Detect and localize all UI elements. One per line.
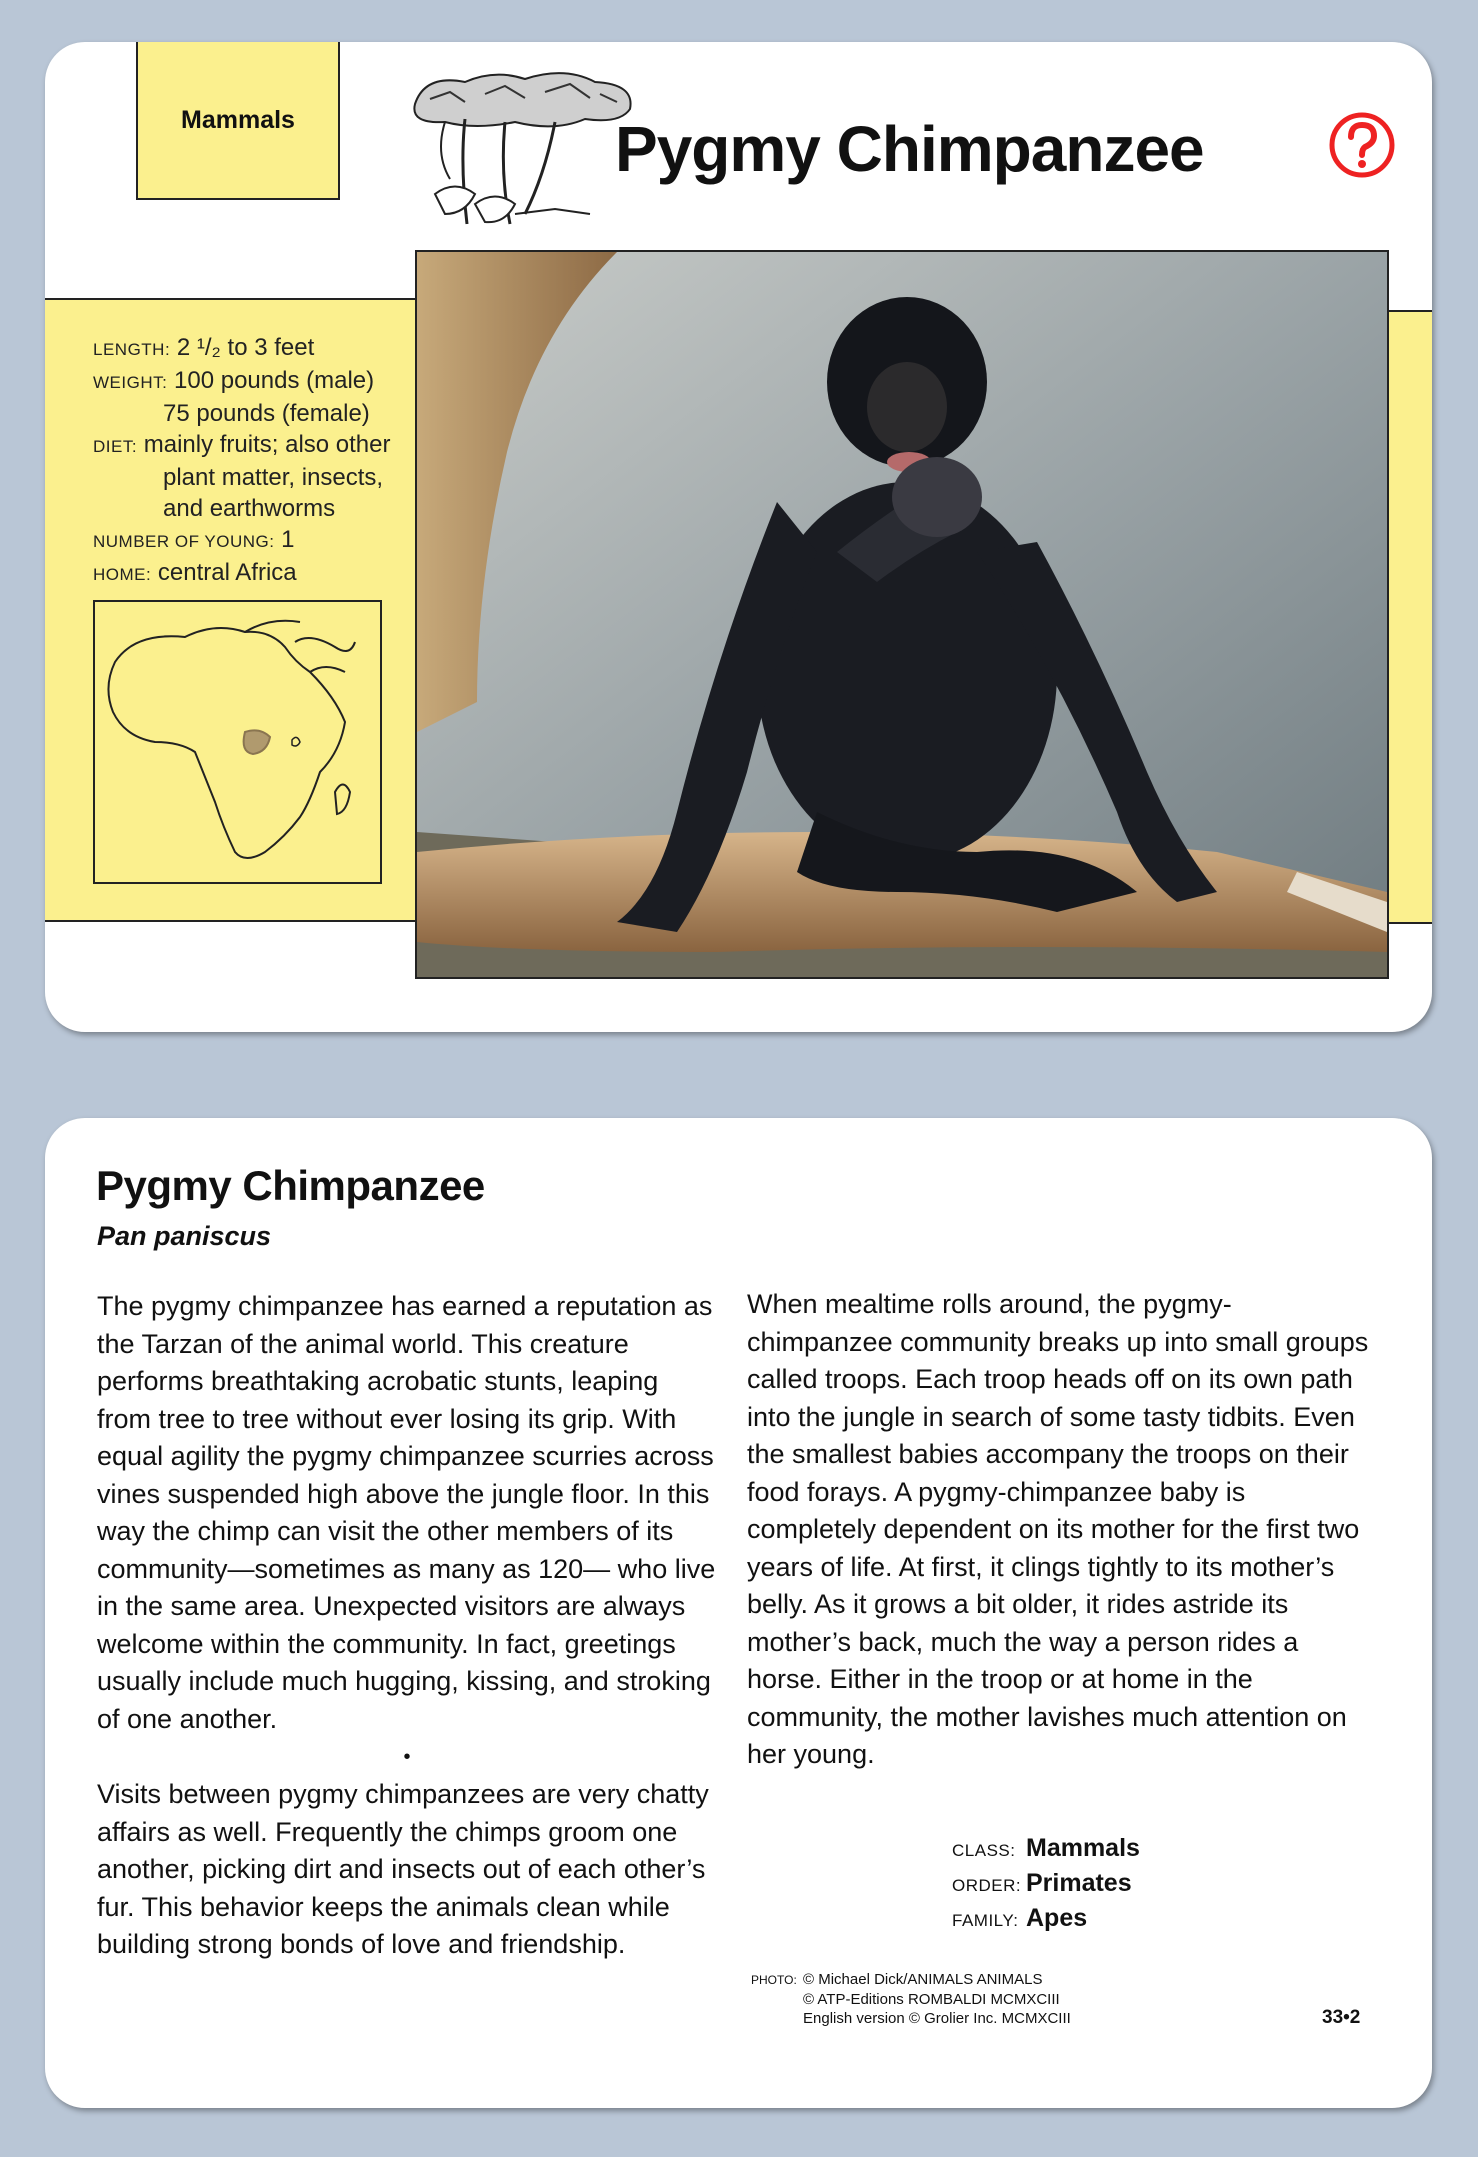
card-back (45, 1118, 1432, 2108)
front-title: Pygmy Chimpanzee (615, 113, 1204, 185)
fact-diet-line3: and earthworms (163, 495, 336, 522)
taxonomy-order: ORDER: Primates (952, 1869, 1132, 1897)
taxonomy-block (952, 1832, 1140, 1937)
credit-line-1: PHOTO: © Michael Dick/ANIMALS ANIMALS (751, 1971, 1043, 1988)
text-column-left (97, 1288, 717, 1964)
chimpanzee-image (417, 252, 1387, 977)
credit-line-2: © ATP-Editions ROMBALDI MCMXCIII (803, 1991, 1060, 2008)
fact-diet: DIET: mainly fruits; also other (93, 431, 391, 458)
fact-list (93, 332, 413, 590)
fact-young: NUMBER OF YOUNG: 1 (93, 526, 295, 553)
paragraph-1: The pygmy chimpanzee has earned a reputation as the Tarzan of the animal world. This creature performs breathtaking acrobatic stunts, leaping from tree to tree without ever losing its grip. With equal agility the pygmy chimpanzee scurries across vines suspended high above the jungle floor. In this way the chimp can visit the other members of its community—sometimes as many as 120— who live in the same area. Unexpected visitors are always welcome within the community. In fact, greetings usually include much hugging, kissing, and stroking of one another. (97, 1291, 716, 1734)
jungle-tree-icon (405, 64, 645, 234)
bullet-separator: • (403, 1746, 411, 1768)
taxonomy-family: FAMILY: Apes (952, 1904, 1088, 1932)
category-label: Mammals (181, 105, 295, 134)
side-stripe (1385, 310, 1432, 924)
chimpanzee-photo (415, 250, 1389, 979)
paragraph-2: Visits between pygmy chimpanzees are very chatty affairs as well. Frequently the chimps groom one another, picking dirt and insects out of each other’s fur. This behavior keeps the animals clean while building strong bonds of love and friendship. (97, 1779, 709, 1959)
question-mark-icon (1327, 110, 1397, 180)
fact-length: LENGTH: 2 ¹/₂ to 3 feet (93, 334, 315, 361)
card-front (45, 42, 1432, 1032)
scientific-name: Pan paniscus (97, 1221, 272, 1251)
photo-credits (751, 1970, 1071, 2028)
card-number: 33•2 (1322, 2007, 1361, 2028)
credit-line-3: English version © Grolier Inc. MCMXCIII (803, 2010, 1071, 2027)
fact-weight: WEIGHT: 100 pounds (male) (93, 367, 375, 394)
text-column-right (747, 1286, 1377, 1774)
africa-map-icon (95, 602, 380, 882)
fact-weight-female: 75 pounds (female) (163, 400, 370, 427)
fact-diet-line2: plant matter, insects, (163, 464, 384, 491)
fact-home: HOME: central Africa (93, 559, 297, 586)
taxonomy-class: CLASS: Mammals (952, 1834, 1140, 1862)
paragraph-3: When mealtime rolls around, the pygmy-chimpanzee community breaks up into small groups called troops. Each troop heads off on its own path into the jungle in search of some tasty tidbits. Even the smallest babies accompany the troops on their food forays. A pygmy-chimpanzee baby is completely dependent on its mother for the first two years of life. At first, it clings tightly to its mother’s belly. As it grows a bit older, it rides astride its mother’s back, much the way a person rides a horse. Either in the troop or at home in the community, the mother lavishes much attention on her young. (747, 1289, 1369, 1769)
category-box (136, 42, 340, 200)
back-title: Pygmy Chimpanzee (96, 1162, 485, 1209)
range-map (93, 600, 382, 884)
